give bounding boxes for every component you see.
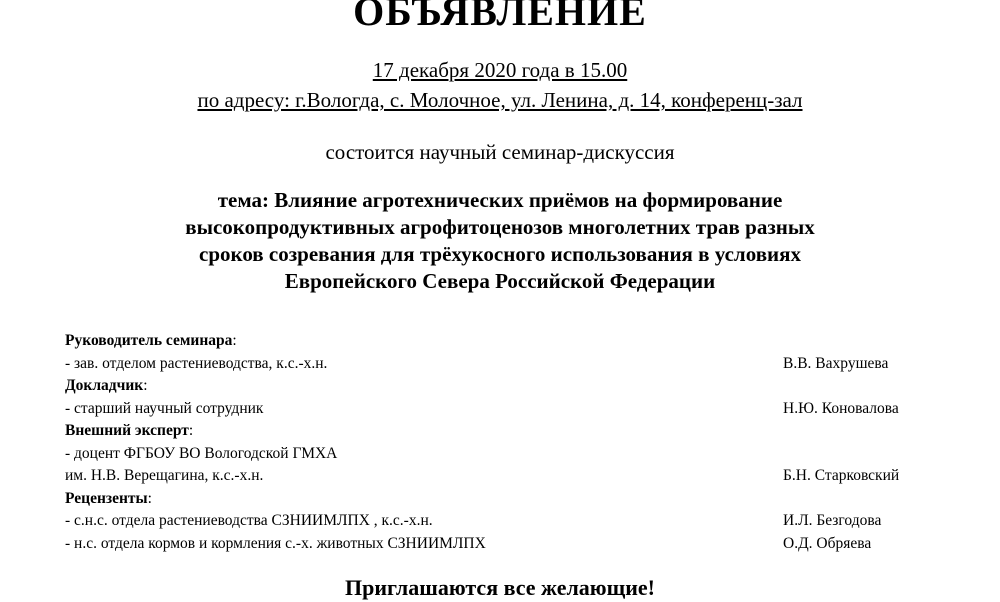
reviewer-2-position: - н.с. отдела кормов и кормления с.-х. животных СЗНИИМЛПХ [65,534,486,552]
reviewer-2-name: О.Д. Обряева [783,534,872,552]
reviewers-label-colon: : [147,489,152,507]
speaker-label-row [65,375,945,398]
reviewer-row-2 [65,533,945,556]
expert-position-2: им. Н.В. Верещагина, к.с.-х.н. [65,467,264,484]
expert-label-row [65,420,945,443]
head-label: Руководитель семинара [65,332,233,349]
topic-line-1: тема: Влияние агротехнических приёмов на формирование [217,188,783,212]
speaker-row [65,398,945,421]
address-line: по адресу: г.Вологда, с. Молочное, ул. Ленина, д. 14, конференц-зал [197,88,803,112]
reviewers-label-row [65,488,945,511]
topic-line-3: сроков созревания для трёхукосного использования в условиях [199,242,801,266]
head-name: В.В. Вахрушева [783,354,889,372]
page-title: ОБЪЯВЛЕНИЕ [353,0,647,34]
closing-invitation: Приглашаются все желающие! [345,575,655,600]
topic-line-2: высокопродуктивных агрофитоценозов многолетних трав разных [185,215,815,239]
expert-label: Внешний эксперт [65,422,189,439]
expert-label-colon: : [188,422,194,439]
head-row [65,353,945,376]
expert-row-2 [65,465,945,488]
expert-name: Б.Н. Старковский [783,467,900,484]
reviewer-1-position: - с.н.с. отдела растениеводства СЗНИИМЛПХ , к.с.-х.н. [65,512,433,529]
event-line: состоится научный семинар-дискуссия [325,140,675,164]
seminar-topic [0,187,1000,295]
speaker-label: Докладчик [65,377,144,394]
speaker-position: - старший научный сотрудник [65,399,264,417]
speaker-label-colon: : [143,377,148,394]
expert-row-1 [65,443,945,466]
speaker-name: Н.Ю. Коновалова [783,399,899,417]
reviewers-label: Рецензенты [65,489,148,507]
head-position: - зав. отделом растениеводства, к.с.-х.н. [65,354,328,372]
reviewer-row-1 [65,510,945,533]
participants-list [65,330,945,555]
head-label-row [65,330,945,353]
date-line: 17 декабря 2020 года в 15.00 [372,58,628,82]
topic-line-4: Европейского Севера Российской Федерации [284,269,716,293]
reviewer-1-name: И.Л. Безгодова [783,512,882,529]
expert-position-1: - доцент ФГБОУ ВО Вологодской ГМХА [65,444,338,462]
head-label-colon: : [232,332,237,349]
